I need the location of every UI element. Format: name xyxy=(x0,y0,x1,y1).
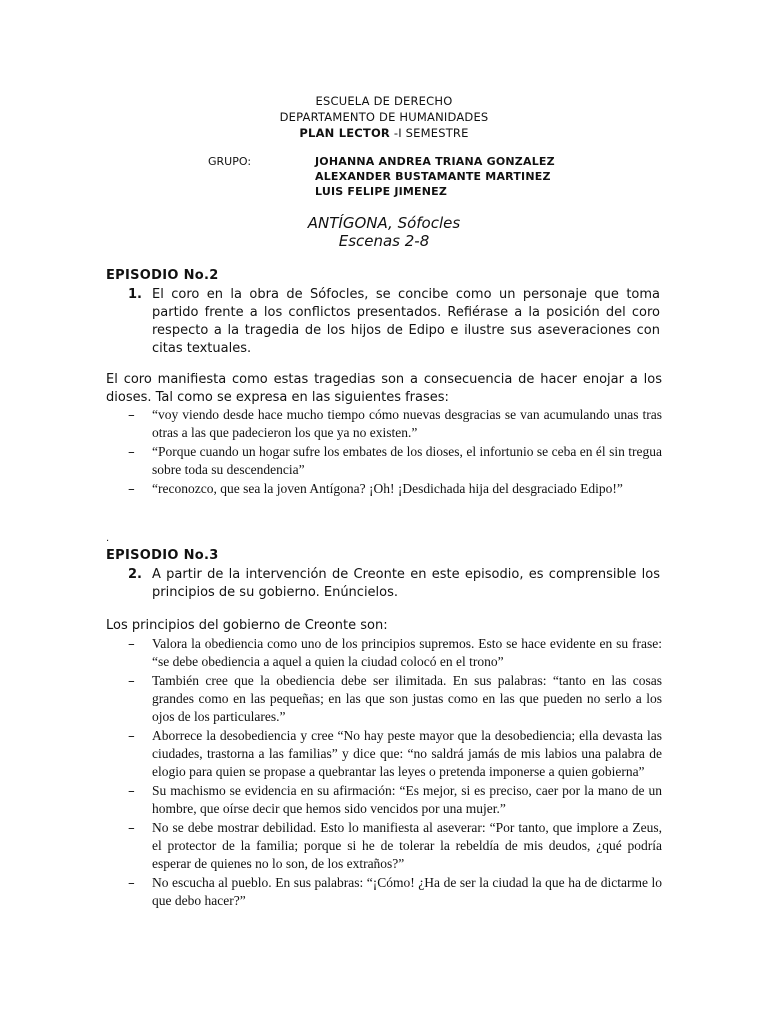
answer-intro-1: El coro manifiesta como estas tragedias son a consecuencia de hacer enojar a los dioses. Tal como se expresa en las siguientes frases: xyxy=(106,372,662,405)
stray-mark: . xyxy=(106,533,110,544)
dash-bullet: – xyxy=(128,444,135,460)
group-member: LUIS FELIPE JIMENEZ xyxy=(315,185,448,198)
list-item xyxy=(128,782,662,818)
principle-text: No escucha al pueblo. En sus palabras: “¡Cómo! ¿Ha de ser la ciudad la que ha de dictarme lo que debo hacer?” xyxy=(152,875,662,908)
quote-list xyxy=(128,406,662,499)
quote-text: “reconozco, que sea la joven Antígona? ¡Oh! ¡Desdichada hija del desgraciado Edipo!” xyxy=(152,481,623,496)
work-subtitle-line: Escenas 2-8 xyxy=(338,232,430,250)
list-item xyxy=(128,480,662,498)
group-member: ALEXANDER BUSTAMANTE MARTINEZ xyxy=(315,170,551,183)
work-title-line: ANTÍGONA, Sófocles xyxy=(307,214,461,232)
dash-bullet: – xyxy=(128,407,135,423)
question-text: El coro en la obra de Sófocles, se concibe como un personaje que toma partido frente a los conflictos presentados. Refiérase a la posición del coro respecto a la tragedia de los hijos de Edipo e ilustre sus aseveraciones con citas textuales. xyxy=(152,287,660,356)
school-name: ESCUELA DE DERECHO xyxy=(315,94,453,108)
episode-2-heading: EPISODIO No.2 xyxy=(106,268,219,283)
quote-text: “voy viendo desde hace mucho tiempo cómo nuevas desgracias se van acumulando unas tras otras a las que padecieron los que ya no existen.” xyxy=(152,407,662,440)
document-header xyxy=(0,93,768,141)
plan-line xyxy=(0,125,768,141)
quote-text: “Porque cuando un hogar sufre los embates de los dioses, el infortunio se ceba en él sin tregua sobre toda su descendencia” xyxy=(152,444,662,477)
question-text: A partir de la intervención de Creonte en este episodio, es comprensible los principios de su gobierno. Enúncielos. xyxy=(152,567,660,600)
list-item xyxy=(128,819,662,873)
plan-semester: -I SEMESTRE xyxy=(390,126,469,140)
group-members xyxy=(315,154,555,199)
principles-list xyxy=(128,635,662,911)
question-1 xyxy=(128,286,660,358)
dash-bullet: – xyxy=(128,728,135,744)
question-number: 1. xyxy=(128,287,142,302)
dash-bullet: – xyxy=(128,875,135,891)
dash-bullet: – xyxy=(128,636,135,652)
department-name: DEPARTAMENTO DE HUMANIDADES xyxy=(279,110,489,124)
principle-text: También cree que la obediencia debe ser ilimitada. En sus palabras: “tanto en las cosas grandes como en las pequeñas; en las que son justas como en las que pueden no serlo a los ojos de los particulares.” xyxy=(152,673,662,724)
group-member: JOHANNA ANDREA TRIANA GONZALEZ xyxy=(315,155,555,168)
list-item xyxy=(128,874,662,910)
plan-title: PLAN LECTOR xyxy=(299,126,390,140)
work-title xyxy=(0,214,768,250)
dash-bullet: – xyxy=(128,820,135,836)
group-label: GRUPO: xyxy=(208,155,252,168)
dash-bullet: – xyxy=(128,673,135,689)
list-item xyxy=(128,406,662,442)
answer-intro-2: Los principios del gobierno de Creonte son: xyxy=(106,618,388,633)
principle-text: Valora la obediencia como uno de los principios supremos. Esto se hace evidente en su frase: “se debe obediencia a aquel a quien la ciudad colocó en el trono” xyxy=(152,636,662,669)
list-item xyxy=(128,727,662,781)
list-item xyxy=(128,443,662,479)
list-item xyxy=(128,635,662,671)
principle-text: No se debe mostrar debilidad. Esto lo manifiesta al aseverar: “Por tanto, que implore a Zeus, el protector de la familia; porque si he de tolerar la rebeldía de mis deudos, ¿qué podría esperar de quienes no lo son, de los extraños?” xyxy=(152,820,662,871)
question-number: 2. xyxy=(128,567,142,582)
dash-bullet: – xyxy=(128,783,135,799)
question-2 xyxy=(128,566,660,602)
dash-bullet: – xyxy=(128,481,135,497)
list-item xyxy=(128,672,662,726)
episode-3-heading: EPISODIO No.3 xyxy=(106,548,219,563)
principle-text: Su machismo se evidencia en su afirmación: “Es mejor, si es preciso, caer por la mano de un hombre, que oírse decir que hemos sido vencidos por una mujer.” xyxy=(152,783,662,816)
principle-text: Aborrece la desobediencia y cree “No hay peste mayor que la desobediencia; ella devasta las ciudades, trastorna a las familias” y dice que: “no saldrá jamás de mis labios una palabra de elogio para quien se propase a quebrantar las leyes o pretenda imponerse a quien gobierna” xyxy=(152,728,662,779)
